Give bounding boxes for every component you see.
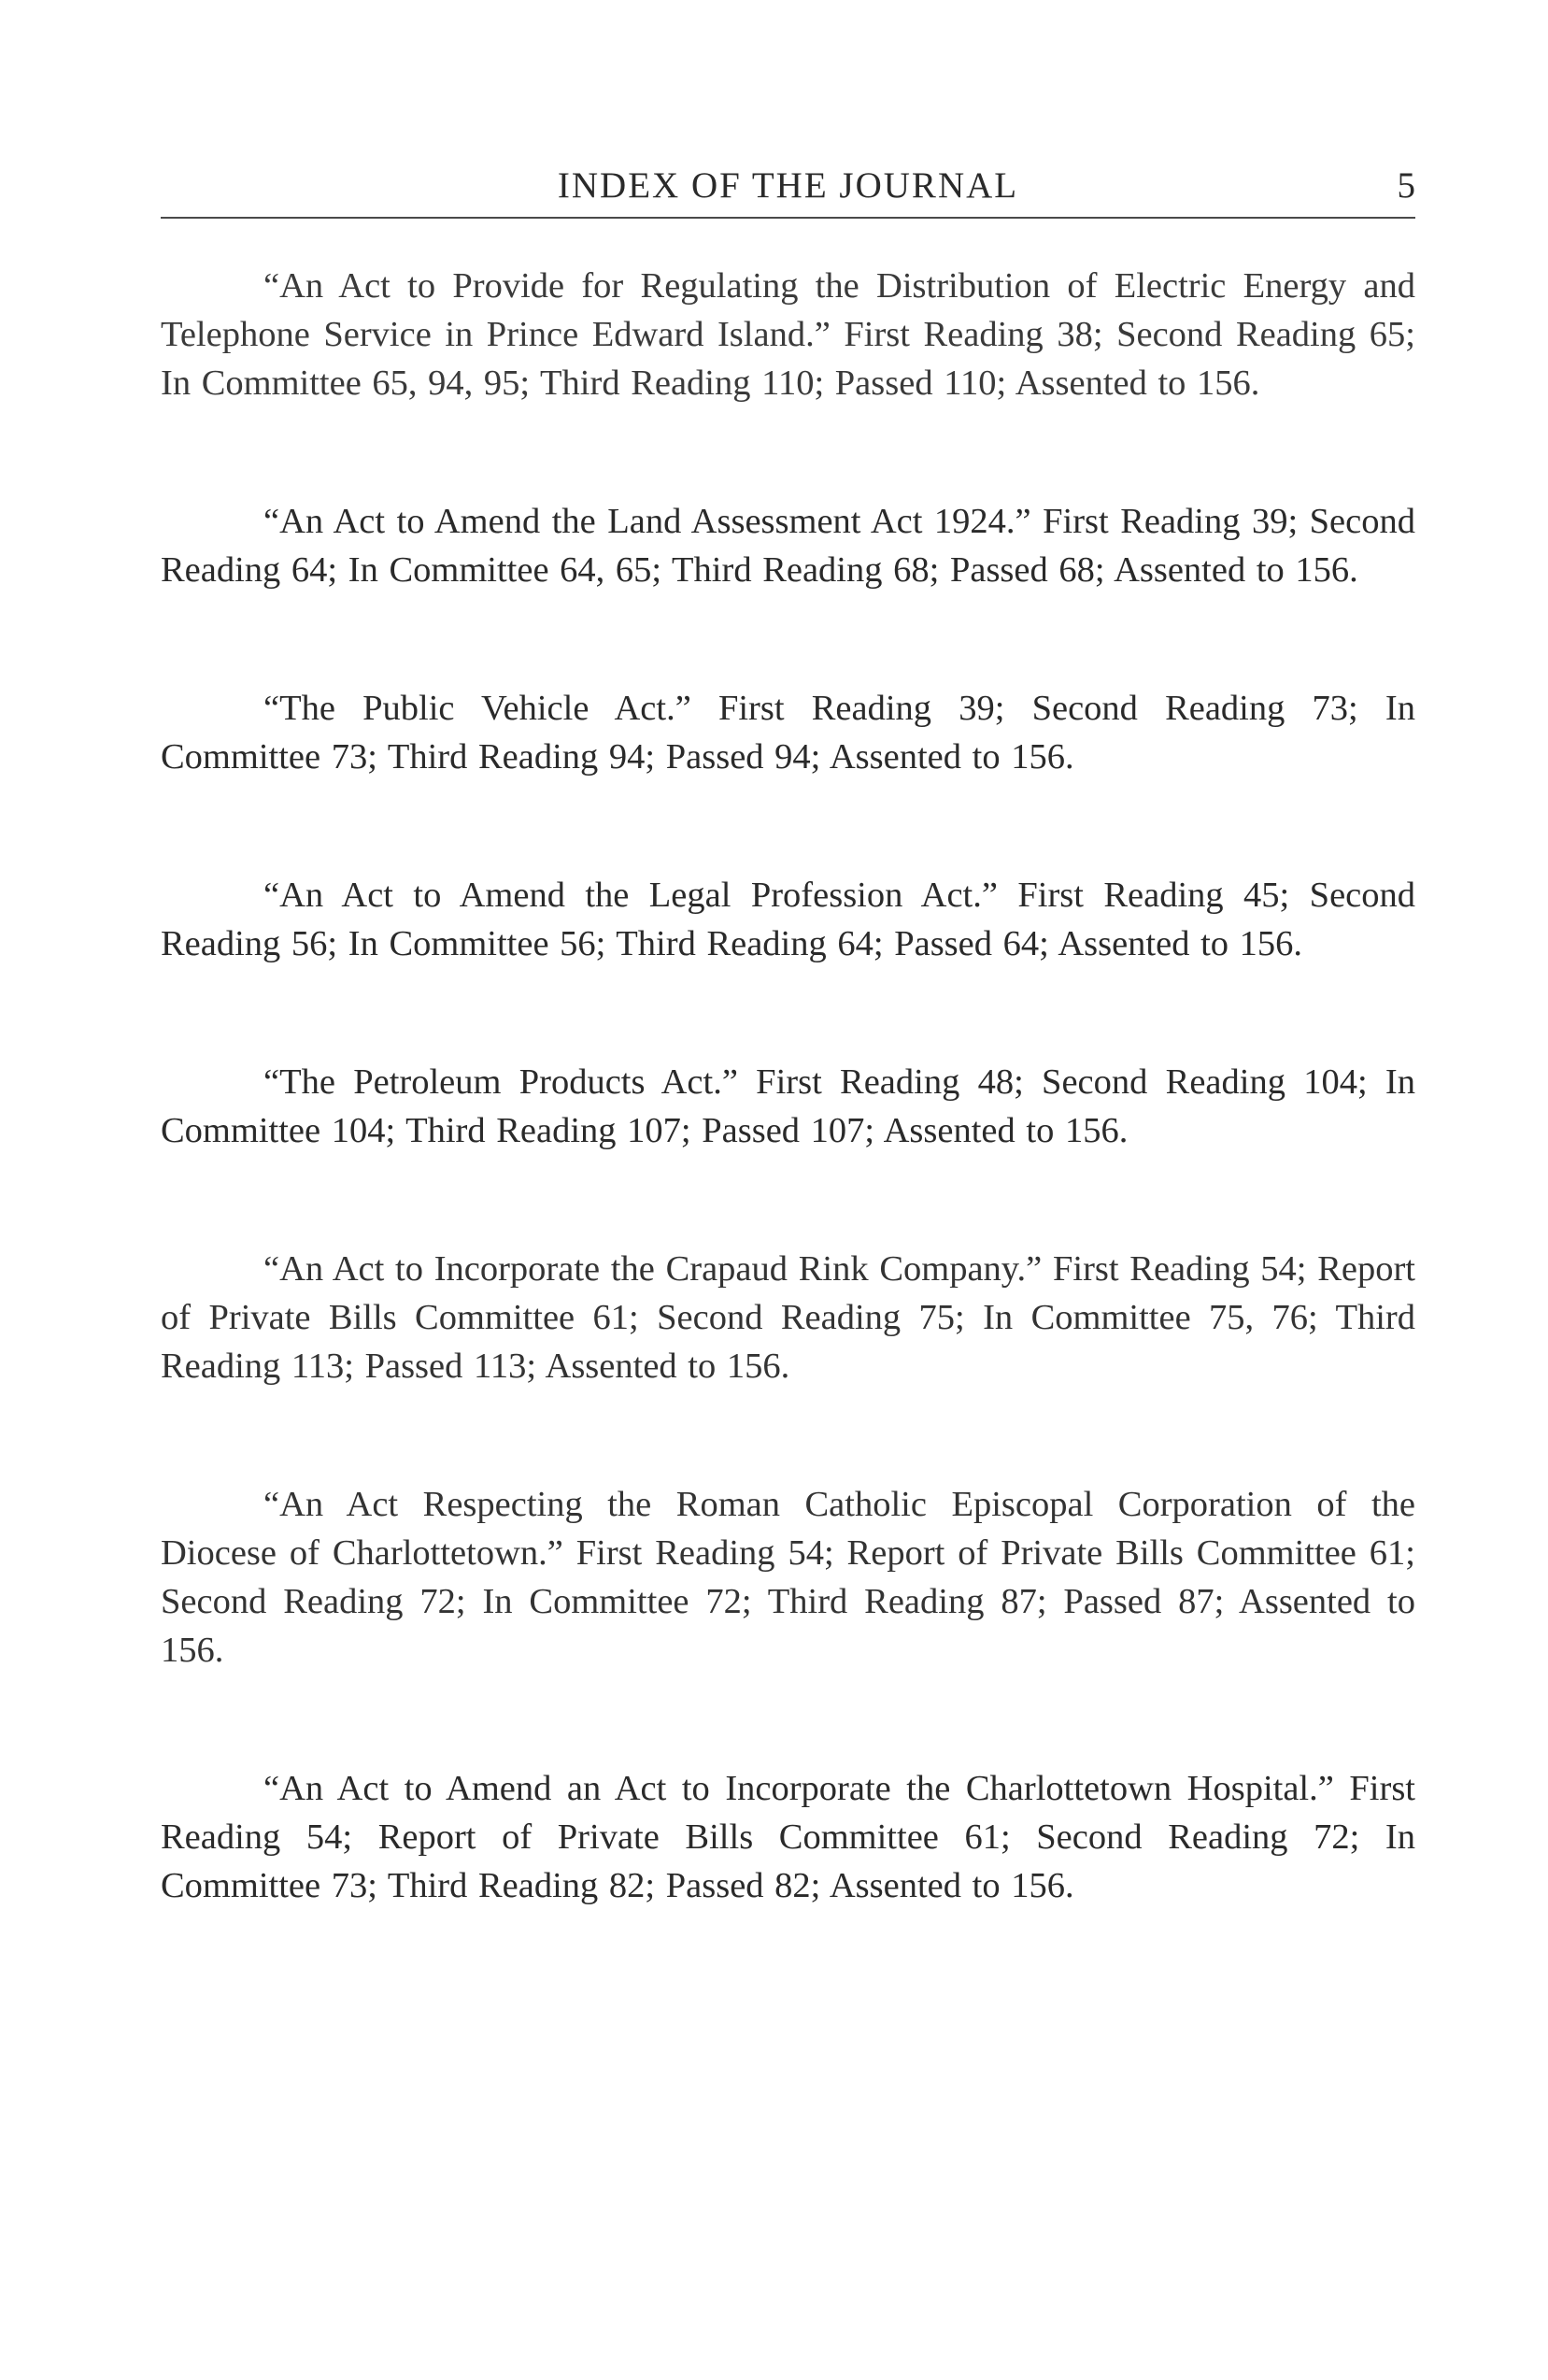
- index-entry-episcopal-corporation-act: “An Act Respecting the Roman Catholic Episcopal Corporation of the Diocese of Charlottetown.” First Reading 54; Report of Private Bills Committee 61; Second Reading 72; In Committee 72; Third Reading 87; Passed 87; Assented to 156.: [161, 1485, 1415, 1670]
- page-title: INDEX OF THE JOURNAL: [557, 165, 1019, 206]
- index-entry-legal-profession-act: “An Act to Amend the Legal Profession Act.” First Reading 45; Second Reading 56; In Committee 56; Third Reading 64; Passed 64; Assented to 156.: [161, 876, 1415, 963]
- running-header: [161, 161, 1415, 219]
- index-entry-petroleum-products-act: “The Petroleum Products Act.” First Reading 48; Second Reading 104; In Committee 104; Third Reading 107; Passed 107; Assented to 156.: [161, 1062, 1415, 1150]
- index-entry-electric-energy-act: “An Act to Provide for Regulating the Distribution of Electric Energy and Telephone Service in Prince Edward Island.” First Reading 38; Second Reading 65; In Committee 65, 94, 95; Third Reading 110; Passed 110; Assented to 156.: [161, 266, 1415, 403]
- index-entry-charlottetown-hospital-act: “An Act to Amend an Act to Incorporate the Charlottetown Hospital.” First Reading 54; Report of Private Bills Committee 61; Second Reading 72; In Committee 73; Third Reading 82; Passed 82; Assented to 156.: [161, 1769, 1415, 1905]
- page-number: 5: [1397, 165, 1415, 206]
- index-entry-land-assessment-act: “An Act to Amend the Land Assessment Act 1924.” First Reading 39; Second Reading 64; In Committee 64, 65; Third Reading 68; Passed 68; Assented to 156.: [161, 502, 1415, 590]
- index-entry-public-vehicle-act: “The Public Vehicle Act.” First Reading 39; Second Reading 73; In Committee 73; Third Reading 94; Passed 94; Assented to 156.: [161, 689, 1415, 777]
- index-entries: [161, 262, 1415, 2000]
- index-entry-crapaud-rink-act: “An Act to Incorporate the Crapaud Rink Company.” First Reading 54; Report of Private Bills Committee 61; Second Reading 75; In Committee 75, 76; Third Reading 113; Passed 113; Assented to 156.: [161, 1249, 1415, 1386]
